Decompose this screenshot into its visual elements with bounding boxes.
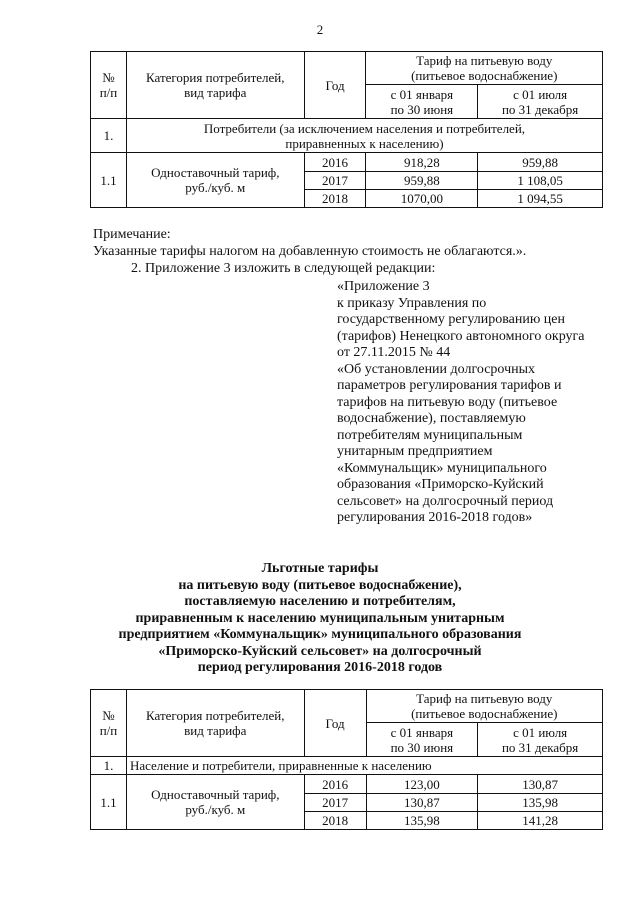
note-text: Указанные тарифы налогом на добавленную стоимость не облагаются.». xyxy=(93,244,527,259)
row-year: 2018 xyxy=(304,190,366,208)
appendix-line: регулирования 2016-2018 годов» xyxy=(337,510,533,525)
row-value: 130,87 xyxy=(478,775,603,794)
title-line: на питьевую воду (питьевое водоснабжение), xyxy=(178,577,462,593)
title-line: Льготные тарифы xyxy=(261,561,379,576)
row-value: 1 094,55 xyxy=(478,190,603,208)
row-year: 2018 xyxy=(304,812,366,830)
header-category: Категория потребителей, вид тарифа xyxy=(126,52,304,119)
appendix-line: «Об установлении долгосрочных xyxy=(337,361,536,377)
row-label: Одноставочный тариф, руб./куб. м xyxy=(126,775,304,830)
row-year: 2017 xyxy=(304,794,366,812)
appendix-line: от 27.11.2015 № 44 xyxy=(337,345,451,360)
header-period-2: с 01 июля по 31 декабря xyxy=(478,85,603,119)
title-line: «Приморско-Куйский сельсовет» на долгосрочный xyxy=(158,643,482,659)
section-num: 1. xyxy=(91,119,127,153)
page-number: 2 xyxy=(316,22,324,37)
row-value: 135,98 xyxy=(366,812,478,830)
appendix-line: «Коммунальщик» муниципального xyxy=(337,460,547,476)
appendix-line: (тарифов) Ненецкого автономного округа xyxy=(337,328,585,344)
header-tariff: Тариф на питьевую воду (питьевое водоснабжение) xyxy=(366,690,602,723)
row-value: 1070,00 xyxy=(366,190,478,208)
header-period-2: с 01 июля по 31 декабря xyxy=(478,723,603,757)
title-line: приравненным к населению муниципальным унитарным xyxy=(135,610,505,626)
title-line: предприятием «Коммунальщик» муниципального образования xyxy=(118,627,522,642)
header-year: Год xyxy=(304,52,366,119)
section-label: Потребители (за исключением населения и потребителей, приравненных к населению) xyxy=(126,119,602,153)
row-label: Одноставочный тариф, руб./куб. м xyxy=(126,153,304,208)
appendix-line: параметров регулирования тарифов и xyxy=(337,378,562,393)
header-period-1: с 01 января по 30 июня xyxy=(366,723,478,757)
row-value: 130,87 xyxy=(366,794,478,812)
header-category: Категория потребителей, вид тарифа xyxy=(126,690,304,757)
row-value: 918,28 xyxy=(366,153,478,172)
section-label: Население и потребители, приравненные к населению xyxy=(126,757,602,775)
header-num: № п/п xyxy=(91,52,127,119)
row-value: 135,98 xyxy=(478,794,603,812)
appendix-line: к приказу Управления по xyxy=(337,295,487,311)
row-year: 2016 xyxy=(304,153,366,172)
appendix-line: сельсовет» на долгосрочный период xyxy=(337,493,554,509)
tariff-table-consumers xyxy=(90,51,603,208)
row-value: 959,88 xyxy=(478,153,603,172)
row-value: 1 108,05 xyxy=(478,172,603,190)
section-num: 1. xyxy=(91,757,127,775)
row-year: 2016 xyxy=(304,775,366,794)
header-period-1: с 01 января по 30 июня xyxy=(366,85,478,119)
header-year: Год xyxy=(304,690,366,757)
note-item-2: 2. Приложение 3 изложить в следующей редакции: xyxy=(131,261,436,276)
title-line: поставляемую населению и потребителям, xyxy=(184,594,456,609)
appendix-line: потребителям муниципальным xyxy=(337,427,523,443)
appendix-line: государственному регулированию цен xyxy=(337,312,565,327)
appendix-block xyxy=(337,279,585,527)
tariff-table-population xyxy=(90,689,603,830)
note-heading: Примечание: xyxy=(93,227,171,242)
row-value: 959,88 xyxy=(366,172,478,190)
appendix-line: тарифов на питьевую воду (питьевое xyxy=(337,394,558,410)
row-num: 1.1 xyxy=(91,775,127,830)
appendix-line: водоснабжение), поставляемую xyxy=(337,411,526,426)
row-value: 123,00 xyxy=(366,775,478,794)
document-title xyxy=(0,561,640,677)
header-num: № п/п xyxy=(91,690,127,757)
appendix-line: унитарным предприятием xyxy=(337,444,493,459)
appendix-line: образования «Приморско-Куйский xyxy=(337,477,544,492)
header-tariff: Тариф на питьевую воду (питьевое водоснабжение) xyxy=(366,52,603,85)
appendix-line: «Приложение 3 xyxy=(337,279,430,294)
row-value: 141,28 xyxy=(478,812,603,830)
row-num: 1.1 xyxy=(91,153,127,208)
title-line: период регулирования 2016-2018 годов xyxy=(197,660,443,675)
row-year: 2017 xyxy=(304,172,366,190)
